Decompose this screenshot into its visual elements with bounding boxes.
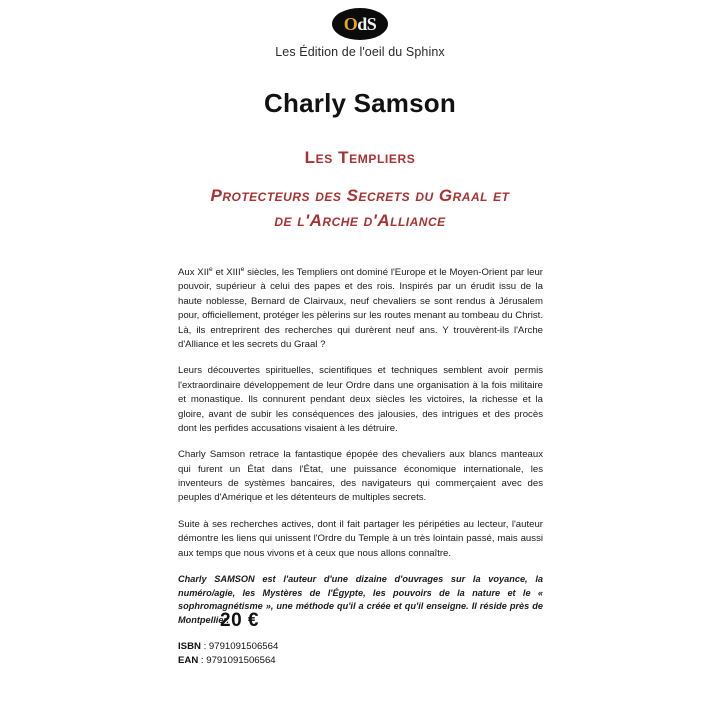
- ean-separator: :: [198, 655, 207, 667]
- publisher-block: [0, 6, 720, 59]
- blurb-paragraph-3: Charly Samson retrace la fantastique épopée des chevaliers aux blancs manteaux qui furent un État dans l'État, une puissance économique internationale, les inventeurs de systèmes bancaires, des navigateurs qui commerçaient avec des peuples d'Amérique et les détenteurs de multiples secrets.: [178, 449, 543, 504]
- book-title-subtitle-line-1: Protecteurs des Secrets du Graal et: [210, 186, 510, 205]
- publisher-name: Les Édition de l'oeil du Sphinx: [275, 45, 445, 59]
- ean-line: [178, 654, 543, 668]
- isbn-label: ISBN: [178, 641, 201, 653]
- isbn-value: 9791091506564: [208, 641, 279, 653]
- publisher-logo-wrap: [0, 6, 720, 42]
- blurb-paragraph-4: Suite à ses recherches actives, dont il fait partager les péripéties au lecteur, l'auteur démontre les liens qui unissent l'Ordre du Temple à un très lointain passé, mais aussi aux temps que nous vivons et à ceux que nous allons connaître.: [178, 518, 543, 559]
- blurb-p1-mid: et XIII: [212, 267, 241, 278]
- author-name: Charly Samson: [264, 88, 456, 118]
- oeil-du-sphinx-logo-icon: [332, 8, 388, 40]
- ean-value: 9791091506564: [206, 655, 276, 667]
- book-title-main: Les Templiers: [304, 148, 416, 167]
- author-biography: Charly SAMSON est l'auteur d'une dizaine d'ouvrages sur la voyance, la numéro/agie, les Mystères de l'Égypte, les pouvoirs de la nature et le « sophromagnétisme », une méthode qu'il a créée et qu'il enseigne. Il réside près de Montpellier.: [178, 574, 543, 625]
- blurb-p1-rest: siècles, les Templiers ont dominé l'Europe et le Moyen-Orient par leur pouvoir, supérieur à celui des papes et des rois. Inspirés par un érudit issu de la haute noblesse, Bernard de Clairvaux, neuf chevaliers se sont rendus à Jérusalem pour, officiellement, protéger les pèlerins sur les routes menant au tombeau du Christ. Là, ils entreprirent des recherches qui durèrent neuf ans. Y trouvèrent-ils l'Arche d'Alliance et les secrets du Graal ?: [178, 267, 543, 350]
- blurb-column: [178, 266, 543, 668]
- book-title-subtitle-line-2: de l'Arche d'Alliance: [274, 210, 446, 230]
- isbn-line: [178, 640, 543, 654]
- blurb-paragraph-1: [178, 266, 543, 352]
- logo-letter-o: O: [343, 14, 358, 34]
- logo-letters-ds: dS: [357, 14, 377, 34]
- price-label: 20 €: [220, 610, 259, 631]
- blurb-paragraph-2: Leurs découvertes spirituelles, scientifiques et techniques semblent avoir permis l'extraordinaire développement de leur Ordre dans une organisation à la fois militaire et monastique. Ils connurent pendant deux siècles les victoires, la richesse et la gloire, avant de subir les conséquences des jalousies, des intrigues et des procès dont les perfides accusations visaient à les détruire.: [178, 365, 543, 434]
- blurb-p1-superscript-1: e: [209, 265, 213, 273]
- ean-label: EAN: [178, 655, 199, 667]
- isbn-separator: :: [200, 641, 209, 653]
- book-title-subtitle: [0, 184, 720, 233]
- blurb-p1-superscript-2: e: [240, 265, 245, 273]
- blurb-p1-prefix: Aux XII: [178, 267, 210, 278]
